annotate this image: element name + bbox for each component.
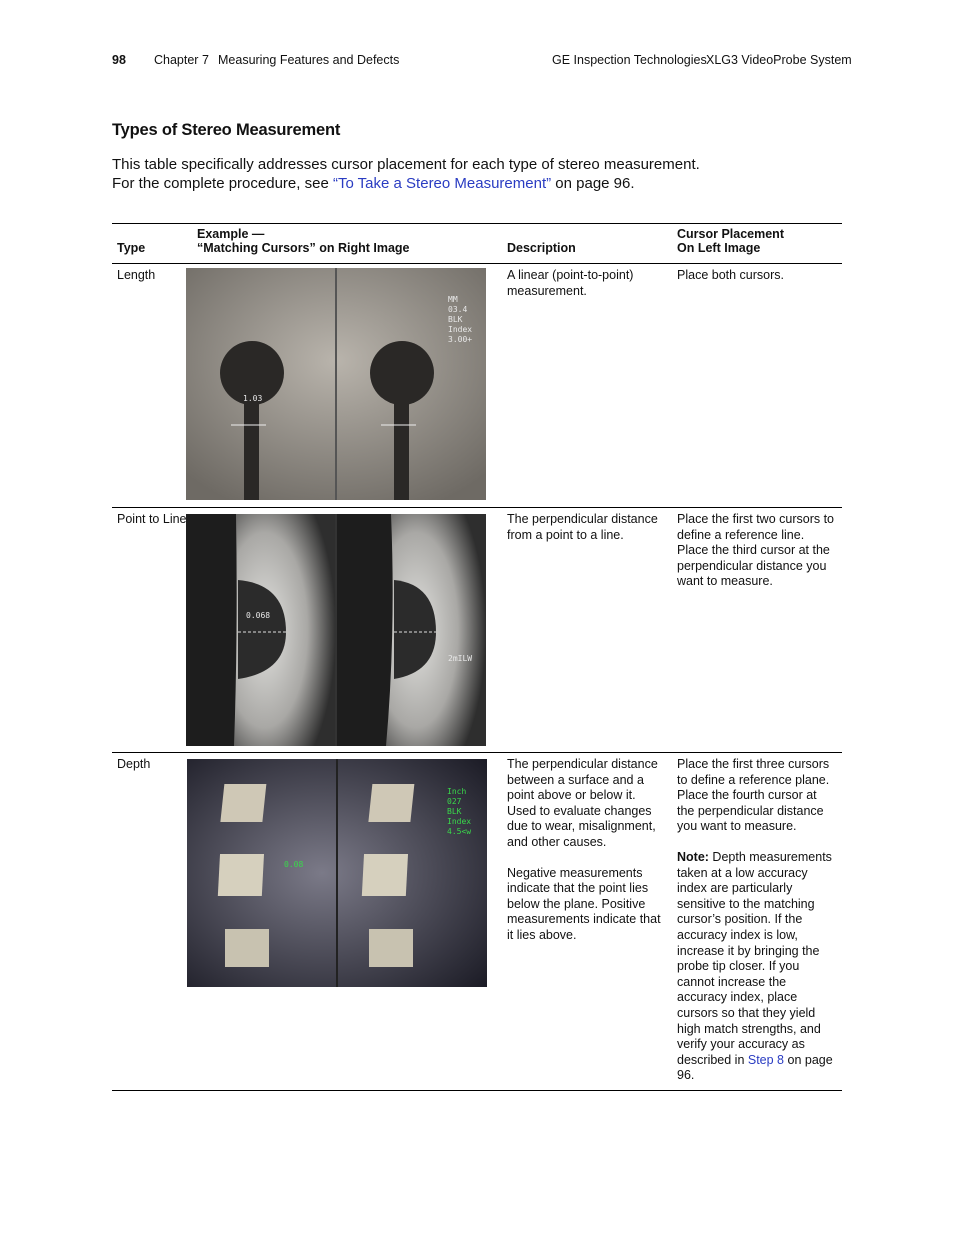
cursor-paragraph-1: Place the first three cursors to define a reference plane. Place the fourth cursor at the perpendicular distance you want to measure. — [677, 757, 830, 834]
header-description: Description — [502, 224, 672, 264]
description-paragraph-2: Negative measurements indicate that the point lies below the plane. Positive measurements indicate that it lies above. — [507, 865, 661, 942]
intro-line-2 — [112, 175, 635, 192]
image-label: 3.00+ — [448, 335, 473, 344]
table-row — [112, 753, 842, 1091]
length-example-image — [186, 268, 486, 500]
row-image-cell — [192, 508, 502, 753]
depth-example-image — [187, 759, 487, 987]
row-cursor-placement: Place both cursors. — [672, 264, 842, 508]
image-label: 0.068 — [246, 611, 271, 620]
intro-suffix: on page 96. — [551, 175, 635, 192]
note-suffix: on page 96. — [677, 1052, 833, 1083]
image-label: 4.5<w — [447, 827, 472, 836]
description-paragraph-1: The perpendicular distance between a surface and a point above or below it. Used to evaluate changes due to wear, misalignment, and other causes. — [507, 757, 658, 849]
page-number: 98 — [112, 53, 126, 67]
row-type: Depth — [112, 753, 192, 1091]
image-label: 1.03 — [243, 394, 263, 403]
intro-line-1: This table specifically addresses cursor placement for each type of stereo measurement. — [112, 156, 700, 173]
image-label: MM — [448, 295, 458, 304]
note-label: Note: — [677, 849, 709, 864]
stereo-measurement-table — [112, 223, 842, 1091]
header-example-line2: “Matching Cursors” on Right Image — [197, 241, 410, 255]
table-row — [112, 508, 842, 753]
company-name: GE Inspection Technologies — [552, 53, 707, 67]
row-description — [502, 753, 672, 1091]
procedure-link[interactable]: “To Take a Stereo Measurement” — [332, 175, 552, 192]
image-label: BLK — [448, 315, 463, 324]
image-label: Index — [447, 817, 472, 826]
header-cursor-placement — [672, 224, 842, 264]
table-row — [112, 264, 842, 508]
image-label: 2mILW — [448, 654, 473, 663]
row-type: Length — [112, 264, 192, 508]
image-label: Index — [448, 325, 473, 334]
header-type: Type — [112, 224, 192, 264]
row-image-cell — [192, 264, 502, 508]
row-image-cell — [192, 753, 502, 1091]
image-label: 027 — [447, 797, 462, 806]
chapter-title: Measuring Features and Defects — [218, 53, 400, 67]
row-description: A linear (point-to-point) measurement. — [502, 264, 672, 508]
table-header-row — [112, 224, 842, 264]
header-cursor-line1: Cursor Placement — [677, 227, 784, 241]
header-example-line1: Example — — [197, 227, 265, 241]
row-description: The perpendicular distance from a point to a line. — [502, 508, 672, 753]
intro-prefix: For the complete procedure, see — [112, 175, 333, 192]
image-label: BLK — [447, 807, 462, 816]
section-title: Types of Stereo Measurement — [112, 121, 341, 139]
header-example — [192, 224, 502, 264]
image-label: Inch — [447, 787, 467, 796]
point-to-line-example-image — [186, 514, 486, 746]
image-label: 0.08 — [284, 860, 304, 869]
note-paragraph — [677, 850, 837, 1084]
header-cursor-line2: On Left Image — [677, 241, 761, 255]
row-cursor-placement: Place the first two cursors to define a reference line. Place the third cursor at the perpendicular distance you want to measure. — [672, 508, 842, 753]
row-type: Point to Line — [112, 508, 192, 753]
product-name: XLG3 VideoProbe System — [706, 53, 852, 67]
row-cursor-placement — [672, 753, 842, 1091]
chapter-label: Chapter 7 — [154, 53, 209, 67]
image-label: 03.4 — [448, 305, 468, 314]
note-text: Depth measurements taken at a low accuracy index are particularly sensitive to the matching cursor’s position. If the accuracy index is low, increase it by bringing the probe tip closer. If you cannot increase the accuracy index, place cursors so that they yield high match strengths, and verify your accuracy as described in — [677, 849, 832, 1067]
step-8-link[interactable]: Step 8 — [747, 1052, 785, 1067]
